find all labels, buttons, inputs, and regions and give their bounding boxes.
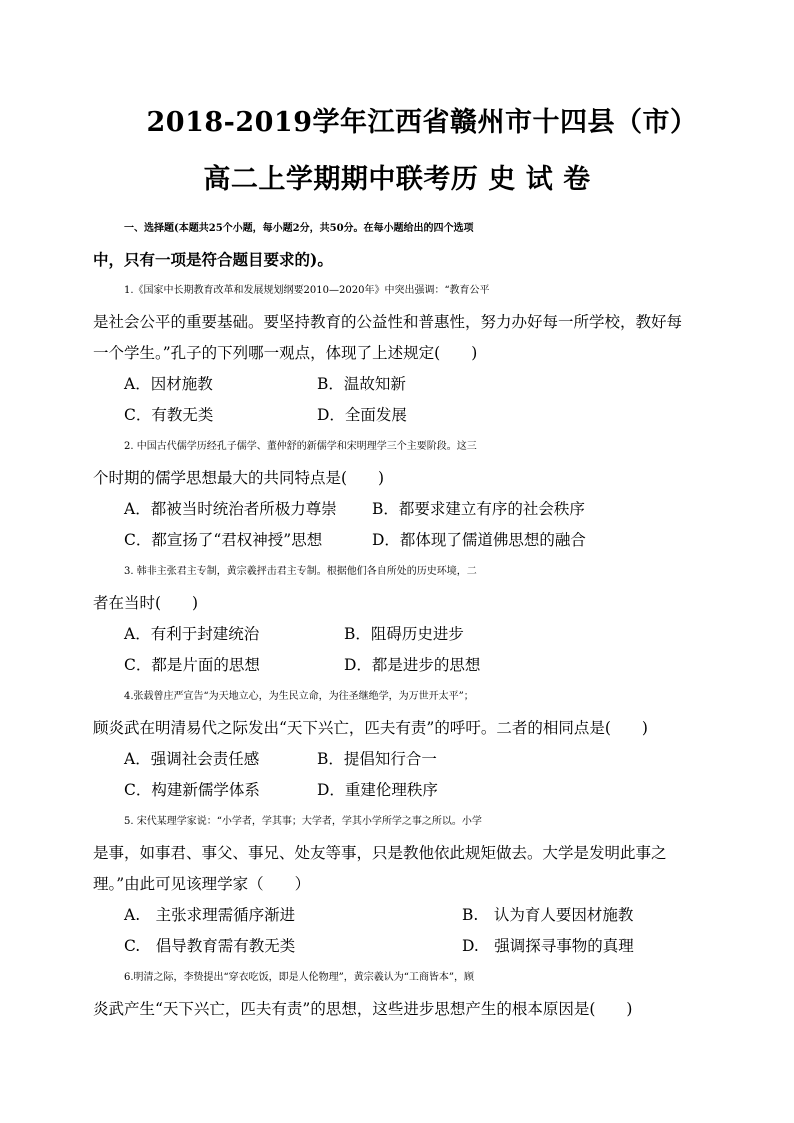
question-5-line1: 5. 宋代某理学家说：“小学者，学其事；大学者，学其小学所学之事之所以。小学 — [124, 816, 482, 827]
question-5-option-a: A. 主张求理需循序渐进 — [124, 906, 296, 924]
question-1-option-c: C．有教无类 — [124, 406, 214, 424]
section-heading-line1: 一、选择题(本题共25个小题，每小题2分，共50分。在每小题给出的四个选项 — [124, 223, 474, 234]
question-4-line2: 顾炎武在明清易代之际发出“天下兴亡，匹夫有责”的呼吁。二者的相同点是( ) — [93, 719, 648, 737]
question-1-option-b: B．温故知新 — [317, 375, 406, 393]
exam-title-line2: 高二上学期期中联考历 史 试 卷 — [203, 164, 591, 195]
question-2-option-d: D．都体现了儒道佛思想的融合 — [372, 531, 586, 549]
question-4-line1: 4.张载曾庄严宣告“为天地立心，为生民立命，为往圣继绝学，为万世开太平”； — [124, 691, 474, 702]
question-2-line1: 2. 中国古代儒学历经孔子儒学、董仲舒的新儒学和宋明理学三个主要阶段。这三 — [124, 441, 477, 452]
question-1-line3: 一个学生。”孔子的下列哪一观点，体现了上述规定( ) — [93, 344, 478, 362]
question-6-line1: 6.明清之际，李贽提出“穿衣吃饭，即是人伦物理”，黄宗羲认为“工商皆本”，顾 — [124, 972, 474, 983]
question-2-option-b: B．都要求建立有序的社会秩序 — [372, 500, 585, 518]
question-4-option-a: A．强调社会责任感 — [124, 750, 260, 768]
question-3-line1: 3. 韩非主张君主专制，黄宗羲抨击君主专制。根据他们各自所处的历史环境，二 — [124, 566, 477, 577]
question-3-option-d: D．都是进步的思想 — [344, 656, 481, 674]
question-1-line1: 1.《国家中长期教育改革和发展规划纲要2010—2020年》中突出强调：“教育公平 — [124, 285, 490, 296]
question-1-line2: 是社会公平的重要基础。要坚持教育的公益性和普惠性，努力办好每一所学校，教好每 — [93, 313, 683, 331]
section-heading-line2: 中，只有一项是符合题目要求的)。 — [93, 250, 333, 269]
question-5-line2: 是事，如事君、事父、事兄、处友等事，只是教他依此规矩做去。大学是发明此事之 — [93, 844, 667, 862]
exam-title-line1: 2018-2019学年江西省赣州市十四县（市） — [146, 107, 698, 138]
question-1-option-d: D．全面发展 — [317, 406, 407, 424]
question-3-option-b: B．阻碍历史进步 — [344, 625, 464, 643]
question-2-option-c: C．都宣扬了“君权神授”思想 — [124, 531, 323, 549]
question-4-option-b: B．提倡知行合一 — [317, 750, 437, 768]
question-2-option-a: A．都被当时统治者所极力尊崇 — [124, 500, 337, 518]
question-2-line2: 个时期的儒学思想最大的共同特点是( ) — [93, 469, 385, 487]
question-3-line2: 者在当时( ) — [93, 594, 199, 612]
question-3-option-c: C．都是片面的思想 — [124, 656, 260, 674]
question-6-line2: 炎武产生“天下兴亡，匹夫有责”的思想，这些进步思想产生的根本原因是( ) — [93, 1000, 633, 1018]
question-1-option-a: A．因材施教 — [124, 375, 213, 393]
question-4-option-c: C．构建新儒学体系 — [124, 781, 260, 799]
question-3-option-a: A．有利于封建统治 — [124, 625, 260, 643]
question-5-line3: 理。”由此可见该理学家（ ） — [93, 875, 311, 893]
question-4-option-d: D．重建伦理秩序 — [317, 781, 438, 799]
question-5-option-d: D. 强调探寻事物的真理 — [462, 937, 634, 955]
question-5-option-b: B. 认为育人要因材施教 — [462, 906, 634, 924]
question-5-option-c: C. 倡导教育需有教无类 — [124, 937, 296, 955]
